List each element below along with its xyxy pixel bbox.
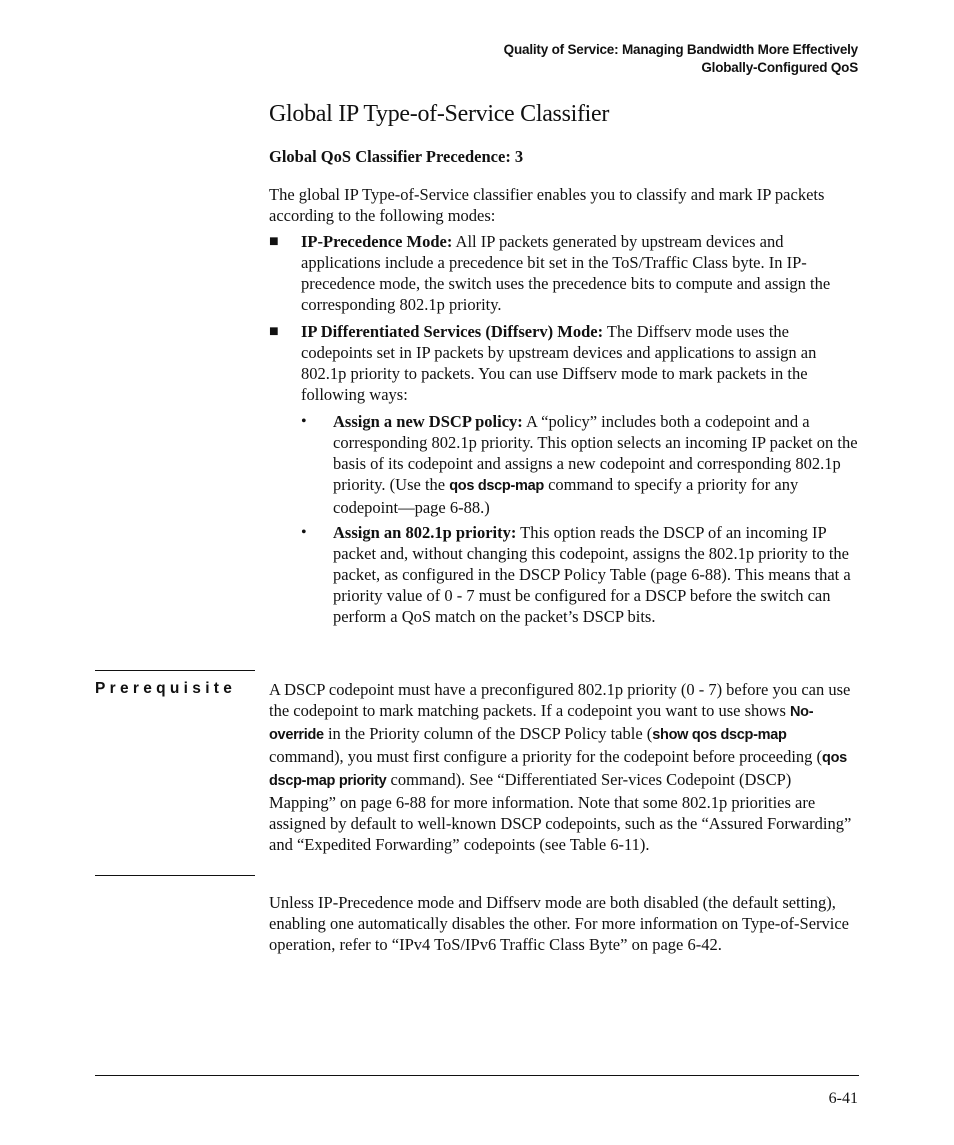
list-item-body: The Diffserv mode uses the codepoints set in IP packets by upstream devices and applications to assign an 802.1p priority to packets. You can use Diffserv mode to mark packets in the following ways: [301, 322, 817, 404]
note-bottom-rule [95, 875, 255, 876]
intro-paragraph: The global IP Type-of-Service classifier enables you to classify and mark IP packets according to the following modes: [269, 185, 825, 225]
classifier-precedence-heading: Global QoS Classifier Precedence: 3 [269, 147, 524, 166]
page-number: 6-41 [828, 1090, 858, 1107]
command-name: No-override [269, 704, 814, 743]
note-text: command). See “Differentiated Ser-vices Codepoint (DSCP) Mapping” on page 6-88 for more information. Note that some 802.1p priorities are assigned by default to well-known DSCP codepoints, such as the “Assured Forwarding” and “Expedited Forwarding” codepoints (see Table 6-11). [269, 770, 852, 854]
list-item-lead: IP-Precedence Mode: [301, 232, 453, 251]
running-header-chapter: Quality of Service: Managing Bandwidth More Effectively [503, 42, 858, 57]
list-item-lead: IP Differentiated Services (Diffserv) Mode: [301, 322, 604, 341]
running-header-section: Globally-Configured QoS [701, 60, 858, 75]
dot-bullet-icon: • [301, 413, 307, 430]
note-text: A DSCP codepoint must have a preconfigured 802.1p priority (0 - 7) before you can use the codepoint to mark matching packets. If a codepoint you want to use shows [269, 680, 851, 720]
closing-paragraph: Unless IP-Precedence mode and Diffserv mode are both disabled (the default setting), enabling one automatically disables the other. For more information on Type-of-Service operation, refer to “IPv4 ToS/IPv6 Traffic Class Byte” on page 6-42. [269, 893, 850, 954]
command-name: qos dscp-map [449, 478, 544, 494]
command-name: show qos dscp-map [652, 727, 787, 743]
section-title: Global IP Type-of-Service Classifier [269, 101, 610, 127]
sub-item-body-end: command to specify a priority for any codepoint—page 6-88.) [333, 475, 799, 517]
sub-item-body: A “policy” includes both a codepoint and a corresponding 802.1p priority. This option selects an incoming IP packet on the basis of its codepoint and assigns a new codepoint and corresponding 802.1p priority. (Use the [333, 412, 858, 494]
sub-item-text [333, 522, 859, 627]
list-item-text [301, 231, 859, 315]
sub-item-lead: Assign a new DSCP policy: [333, 412, 523, 431]
sub-item-body: This option reads the DSCP of an incoming IP packet and, without changing this codepoint, assigns the 802.1p priority to the packet, as configured in the DSCP Policy Table (page 6-88). This means that a priority value of 0 - 7 must be configured for a DSCP before the switch can perform a QoS match on the packet’s DSCP bits. [333, 523, 851, 626]
square-bullet-icon: ■ [269, 233, 279, 250]
footer-rule [95, 1075, 859, 1076]
prerequisite-label: Prerequisite [95, 680, 237, 697]
running-header [504, 41, 858, 77]
note-top-rule [95, 670, 255, 671]
square-bullet-icon: ■ [269, 323, 279, 340]
list-item-text [301, 321, 859, 405]
dot-bullet-icon: • [301, 524, 307, 541]
command-name: qos dscp-map priority [269, 750, 847, 789]
list-item-body: All IP packets generated by upstream devices and applications include a precedence bit set in the ToS/Traffic Class byte. In IP-precedence mode, the switch uses the precedence bits to compute and assign the corresponding 802.1p priority. [301, 232, 831, 314]
note-text: in the Priority column of the DSCP Policy table ( [323, 724, 653, 743]
sub-item-text [333, 411, 859, 518]
sub-item-lead: Assign an 802.1p priority: [333, 523, 517, 542]
prerequisite-body [269, 679, 859, 855]
note-text: command), you must first configure a priority for the codepoint before proceeding ( [269, 747, 823, 766]
